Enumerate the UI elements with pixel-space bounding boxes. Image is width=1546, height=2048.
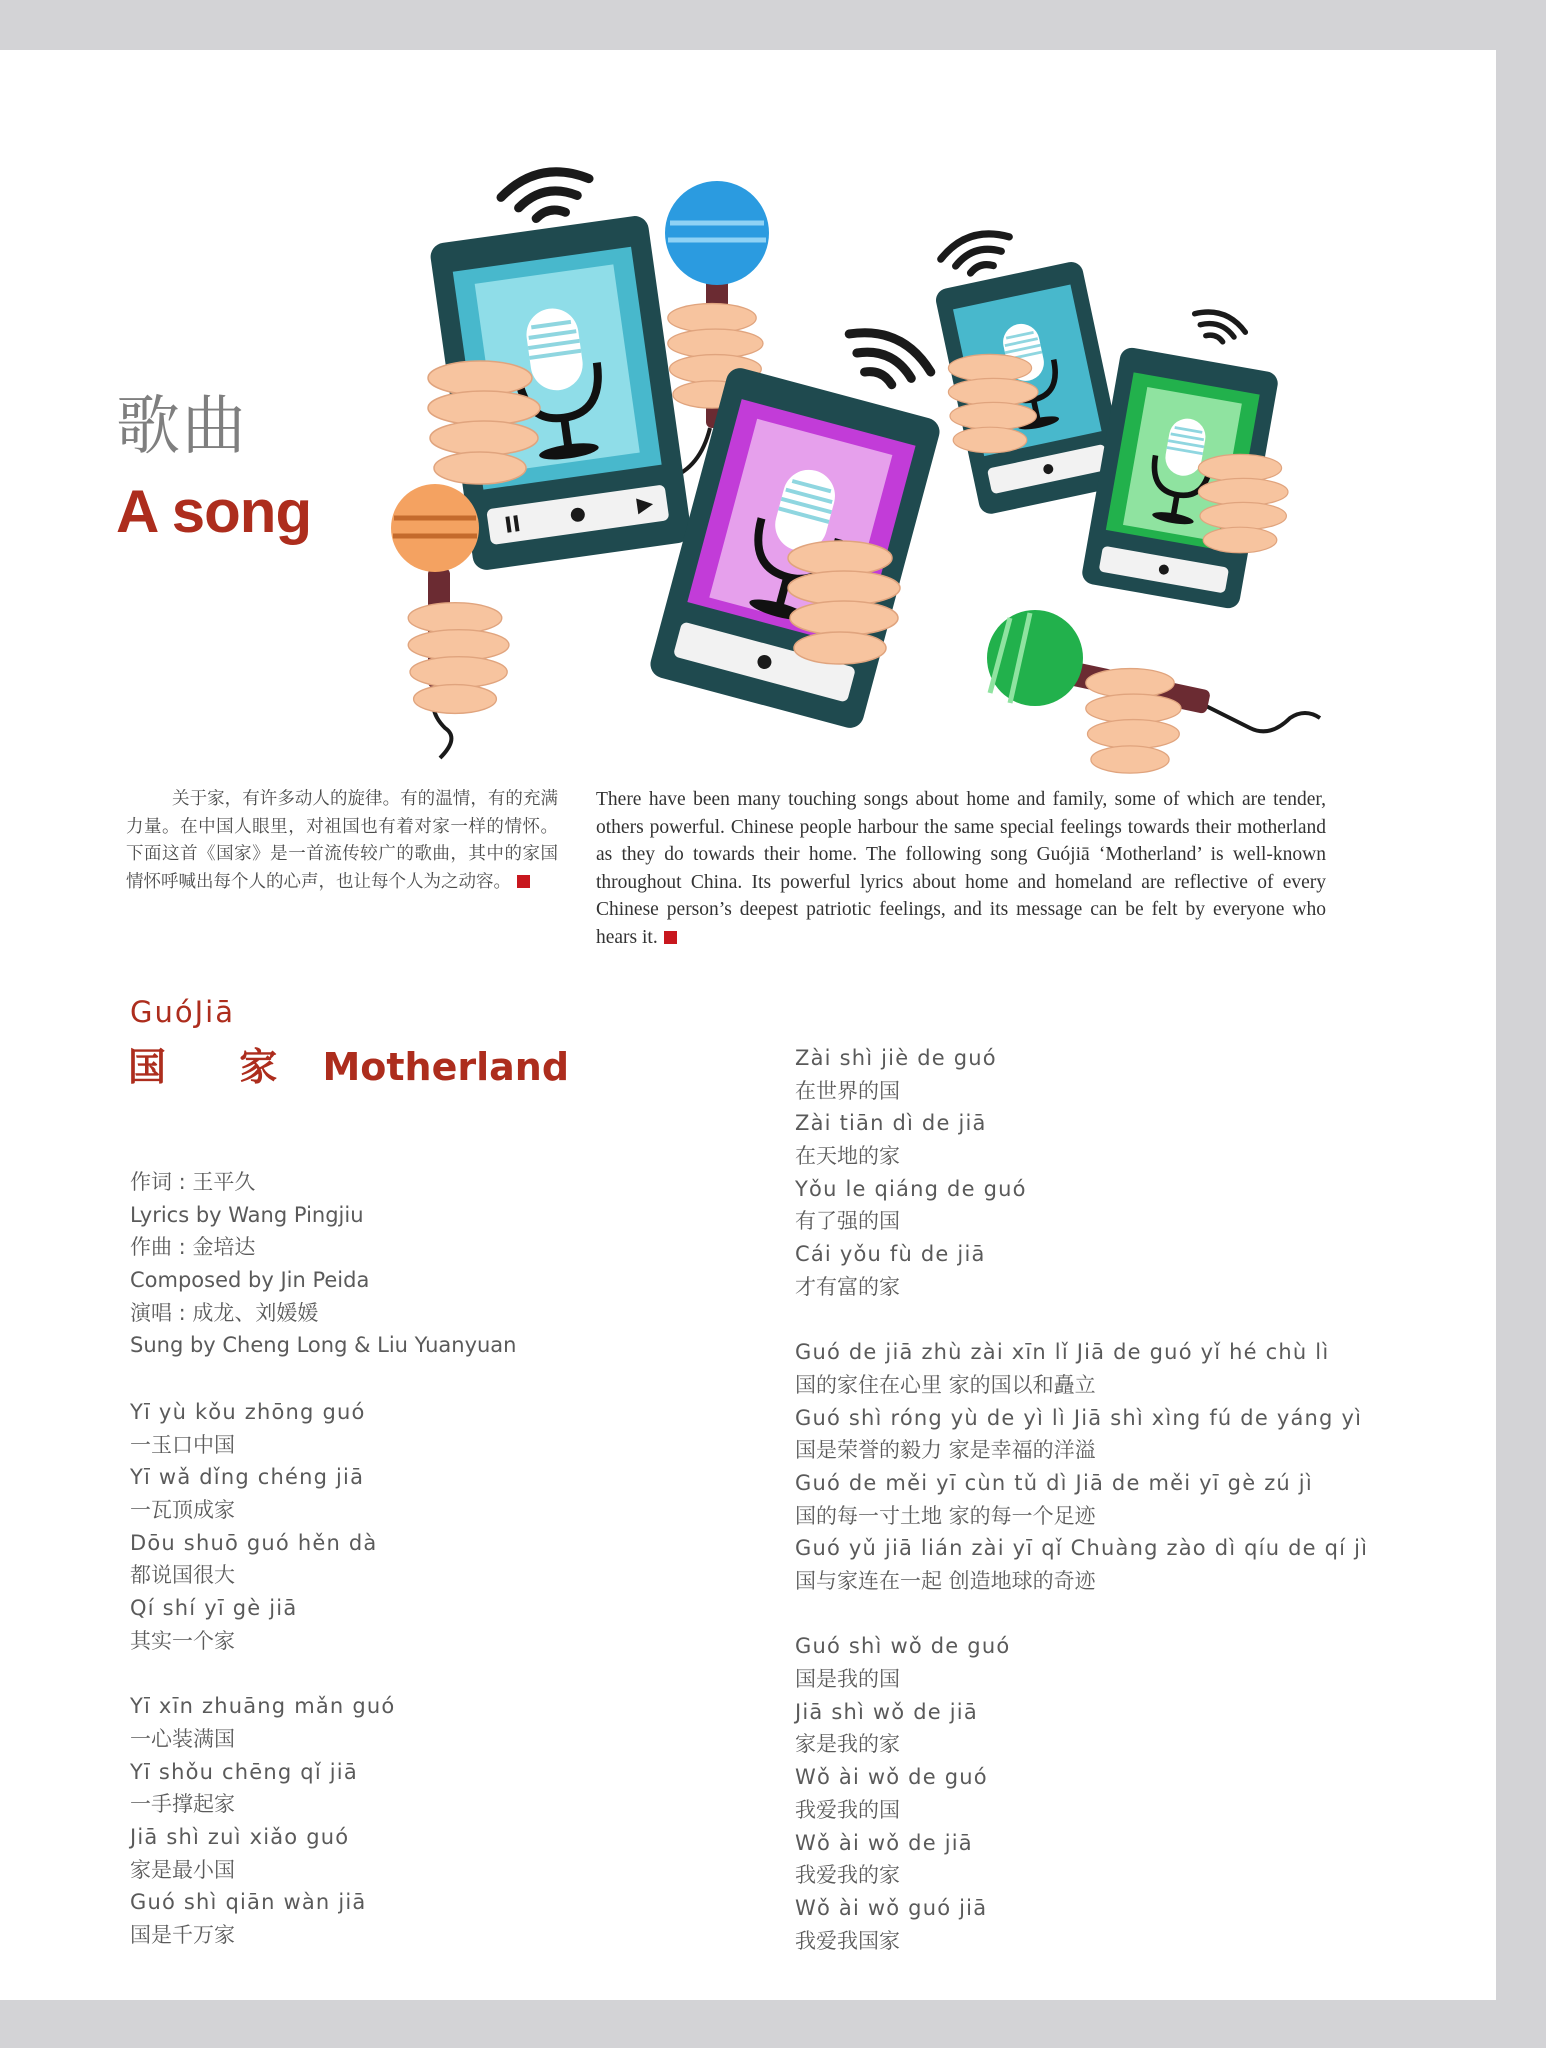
lyrics-stanza [795,1336,1368,1598]
wifi-signal-icon [498,164,595,225]
lyric-line-cn: 国是荣誉的毅力 家是幸福的洋溢 [795,1438,1096,1463]
section-title-cn: 歌曲 [116,390,248,464]
lyric-line-pinyin: Wǒ ài wǒ de jiā [795,1830,973,1855]
lyric-line-cn: 我爱我的家 [795,1863,900,1888]
lyrics-column-left [130,1396,395,1984]
lyric-line-pinyin: Yī xīn zhuāng mǎn guó [130,1694,396,1719]
credit-line: Lyrics by Wang Pingjiu [130,1202,364,1227]
wifi-signal-icon [937,225,1016,280]
intro-paragraph-en [596,786,1326,951]
lyric-line-pinyin: Yī yù kǒu zhōng guó [130,1400,366,1424]
credit-line: Sung by Cheng Long & Liu Yuanyuan [130,1333,517,1358]
song-title [128,1036,569,1091]
lyric-line-cn: 国是我的国 [795,1667,900,1692]
song-credits [130,1166,516,1362]
lyric-line-cn: 一瓦顶成家 [130,1498,235,1523]
lyric-line-pinyin: Zài shì jiè de guó [795,1046,997,1070]
song-title-en: Motherland [322,1045,570,1089]
lyric-line-pinyin: Qí shí yī gè jiā [130,1596,298,1621]
intro-text-cn: 关于家，有许多动人的旋律。有的温情，有的充满力量。在中国人眼里，对祖国也有着对家一样的情怀。下面这首《国家》是一首流传较广的歌曲，其中的家国情怀呼喊出每个人的心声，也让每个人为之动容。 [126,789,558,892]
lyric-line-pinyin: Jiā shì zuì xiǎo guó [130,1824,350,1849]
lyric-line-pinyin: Guó shì qiān wàn jiā [130,1890,367,1915]
lyric-line-cn: 都说国很大 [130,1563,235,1588]
credit-line: 作曲 : 金培达 [130,1235,256,1260]
lyric-line-pinyin: Yī wǎ dǐng chéng jiā [130,1465,365,1490]
lyric-line-cn: 在天地的家 [795,1144,900,1169]
intro-text-en: There have been many touching songs about home and family, some of which are tender, others powerful. Chinese people harbour the same special feelings towards their motherland as they do towards their home. The following song Guójiā ‘Motherland’ is well-known throughout China. Its powerful lyrics about home and homeland are reflective of every Chinese person’s deepest patriotic feelings, and its message can be felt by everyone who hears it. [596,789,1326,948]
lyric-line-cn: 其实一个家 [130,1628,235,1653]
lyric-line-cn: 我爱我国家 [795,1928,900,1953]
lyrics-stanza [130,1690,395,1952]
lyric-line-cn: 一手撑起家 [130,1792,235,1817]
end-mark [517,875,530,888]
lyric-line-pinyin: Zài tiān dì de jiā [795,1111,987,1136]
wifi-signal-icon [1189,305,1249,348]
lyric-line-cn: 家是我的家 [795,1732,900,1757]
lyric-line-pinyin: Guó shì róng yù de yì lì Jiā shì xìng fú de yáng yì [795,1405,1363,1430]
end-mark [664,931,677,944]
lyric-line-cn: 国的家住在心里 家的国以和矗立 [795,1372,1096,1397]
lyrics-stanza [130,1396,395,1658]
lyric-line-cn: 一心装满国 [130,1726,235,1751]
lyrics-stanza [795,1630,1368,1957]
lyric-line-cn: 家是最小国 [130,1857,235,1882]
song-title-pinyin: GuóJiā [130,995,235,1029]
credit-line: 作词 : 王平久 [130,1170,256,1194]
lyric-line-pinyin: Guó yǔ jiā lián zài yī qǐ Chuàng zào dì qíu de qí jì [795,1536,1369,1561]
lyric-line-cn: 我爱我的国 [795,1797,900,1822]
lyric-line-pinyin: Yǒu le qiáng de guó [795,1176,1027,1201]
smartphone-icon [647,365,942,731]
microphone-icon [987,610,1320,773]
lyric-line-pinyin: Guó de jiā zhù zài xīn lǐ Jiā de guó yǐ hé chù lì [795,1340,1330,1365]
lyric-line-cn: 国是千万家 [130,1923,235,1947]
lyric-line-cn: 才有富的家 [795,1274,900,1299]
song-title-cn: 国 家 [128,1045,308,1089]
wifi-signal-icon [837,320,937,397]
lyric-line-pinyin: Wǒ ài wǒ guó jiā [795,1895,988,1920]
lyric-line-cn: 在世界的国 [795,1078,900,1103]
lyric-line-pinyin: Guó de měi yī cùn tǔ dì Jiā de měi yī gè zú jì [795,1470,1313,1495]
lyric-line-pinyin: Cái yǒu fù de jiā [795,1242,986,1267]
credit-line: Composed by Jin Peida [130,1268,370,1293]
lyric-line-pinyin: Wǒ ài wǒ de guó [795,1765,988,1790]
intro-paragraph-cn [126,786,558,896]
lyric-line-cn: 一玉口中国 [130,1432,235,1457]
lyrics-stanza [795,1042,1368,1304]
lyric-line-pinyin: Yī shǒu chēng qǐ jiā [130,1759,358,1784]
lyric-line-pinyin: Dōu shuō guó hěn dà [130,1530,378,1555]
lyric-line-cn: 国的每一寸土地 家的每一个足迹 [795,1503,1096,1528]
lyric-line-cn: 国与家连在一起 创造地球的奇迹 [795,1569,1096,1593]
section-title-en: A song [116,478,312,545]
singing-phones-illustration [370,128,1330,788]
lyric-line-pinyin: Jiā shì wǒ de jiā [795,1699,978,1724]
lyric-line-cn: 有了强的国 [795,1209,900,1234]
magazine-page [0,50,1496,2000]
lyric-line-pinyin: Guó shì wǒ de guó [795,1634,1011,1659]
lyrics-column-right [795,1042,1368,1990]
credit-line: 演唱 : 成龙、刘媛媛 [130,1300,319,1325]
